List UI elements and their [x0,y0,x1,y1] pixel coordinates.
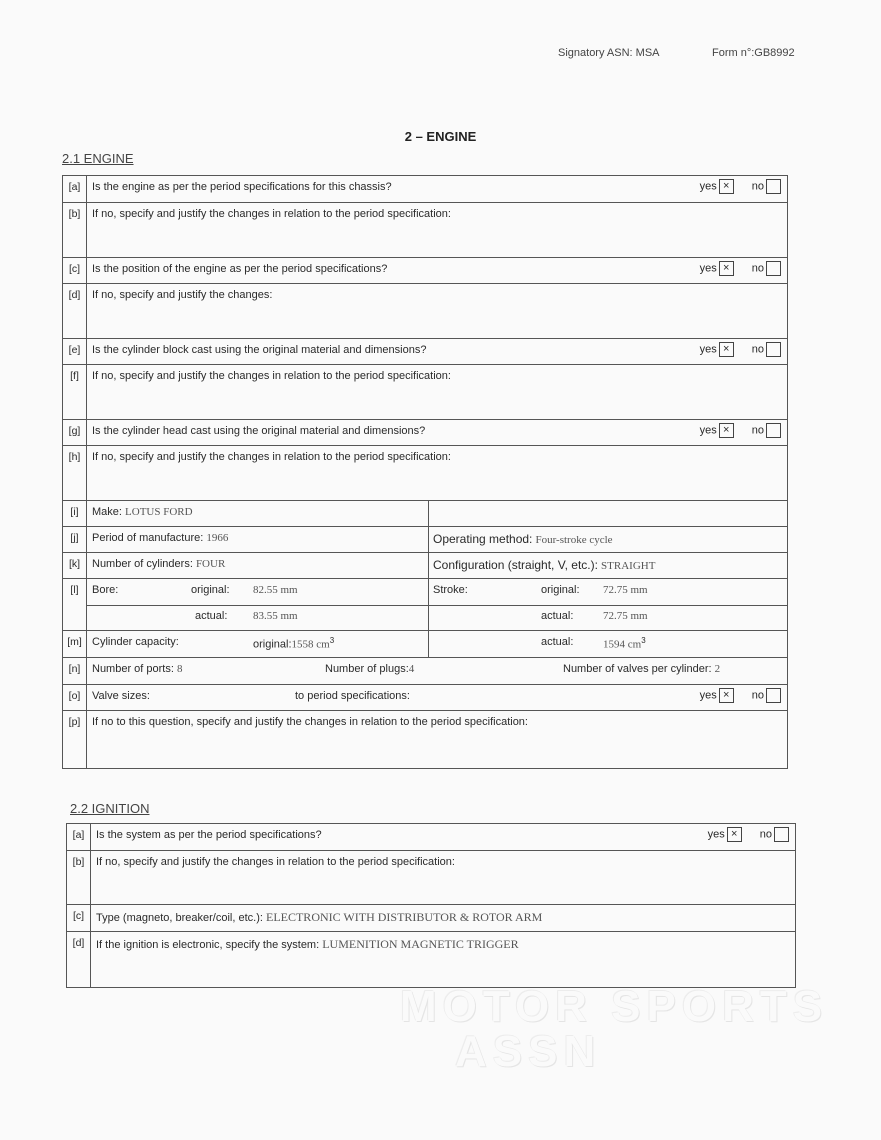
row-label: [a] [67,824,91,850]
unit-superscript: 3 [641,636,646,645]
engine-row-k [63,553,787,579]
yes-no-choice [700,423,781,438]
yes-no-choice [700,261,781,276]
ignition-table [66,823,796,988]
capacity-label: Cylinder capacity: [92,636,179,648]
stroke-actual-label: actual: [541,610,574,622]
engine-row-i [63,501,787,527]
question-text: If no, specify and justify the changes in relation to the period specification: [92,208,451,220]
engine-row-b [63,203,787,258]
row-label: [h] [63,446,87,500]
row-label: [i] [63,501,87,526]
cylinders-label: Number of cylinders: [92,558,193,570]
capacity-original-field [253,636,334,651]
question-text: Is the cylinder block cast using the original material and dimensions? [92,344,427,356]
row-label: [f] [63,365,87,419]
question-text: Is the cylinder head cast using the original material and dimensions? [92,425,426,437]
yes-checkbox[interactable]: × [719,423,734,438]
capacity-actual-field [603,636,646,651]
stroke-original-label: original: [541,584,580,596]
engine-row-l [63,579,787,631]
yes-label: yes [699,180,717,193]
row-label: [d] [67,932,91,987]
yes-label: yes [699,262,717,275]
question-text: If no to this question, specify and justify the changes in relation to the period specification: [92,716,528,728]
ignition-row-a [67,824,795,851]
stroke-original-value: 72.75 mm [603,584,648,596]
question-text: If no, specify and justify the changes in relation to the period specification: [96,856,455,868]
page-title: 2 – ENGINE [404,129,477,144]
engine-row-n [63,658,787,685]
signatory-asn: Signatory ASN: MSA [558,47,660,59]
engine-row-h [63,446,787,501]
operating-method-field [433,532,613,546]
row-label: [b] [67,851,91,904]
yes-checkbox[interactable]: × [719,688,734,703]
make-label: Make: [92,506,122,518]
operating-method-value: Four-stroke cycle [535,534,613,546]
period-field [92,532,228,544]
cylinders-value: FOUR [195,558,226,570]
row-label: [k] [63,553,87,578]
capacity-original-label: original: [253,638,292,651]
engine-row-f [63,365,787,420]
question-text: If no, specify and justify the changes in relation to the period specification: [92,451,451,463]
engine-row-e [63,339,787,365]
plugs-field [325,663,414,675]
yes-label: yes [699,689,717,702]
unit-superscript: 3 [329,636,335,645]
stroke-actual-value: 72.75 mm [603,610,648,622]
ignition-type-field [96,910,542,925]
row-label: [m] [63,631,87,657]
yes-label: yes [707,828,725,841]
bore-original-value: 82.55 mm [253,584,298,596]
no-checkbox[interactable] [766,179,781,194]
valves-label: Number of valves per cylinder: [563,663,712,675]
ignition-type-label: Type (magneto, breaker/coil, etc.): [96,912,263,924]
make-field [92,506,193,518]
bore-label: Bore: [92,584,119,596]
question-text: If no, specify and justify the changes in relation to the period specification: [92,370,451,382]
row-label: [j] [63,527,87,552]
ignition-row-c [67,905,795,932]
row-label: [l] [63,579,87,630]
engine-row-d [63,284,787,339]
no-checkbox[interactable] [774,827,789,842]
engine-row-p [63,711,787,768]
no-label: no [751,424,764,437]
valves-value: 2 [714,663,721,675]
row-label: [a] [63,176,87,202]
row-label: [n] [63,658,87,684]
ignition-system-value: LUMENITION MAGNETIC TRIGGER [322,937,519,951]
section-heading-ignition: 2.2 IGNITION [70,801,150,816]
engine-row-j [63,527,787,553]
row-label: [d] [63,284,87,338]
no-label: no [759,828,772,841]
yes-label: yes [699,343,717,356]
valve-sizes-label: Valve sizes: [92,690,150,702]
question-text: Is the system as per the period specifications? [96,829,322,841]
yes-no-choice [708,827,789,842]
configuration-field [433,558,655,572]
engine-row-g [63,420,787,446]
period-value: 1966 [206,532,229,544]
period-label: Period of manufacture: [92,532,204,544]
row-label: [b] [63,203,87,257]
configuration-value: STRAIGHT [601,560,656,572]
capacity-actual-label: actual: [541,636,574,648]
ignition-system-field [96,937,519,952]
row-label: [o] [63,685,87,710]
section-heading-engine: 2.1 ENGINE [62,151,134,166]
valves-field [563,663,720,675]
row-label: [g] [63,420,87,445]
ignition-row-d [67,932,795,987]
row-label: [c] [63,258,87,283]
engine-row-a [63,176,787,203]
question-text: Is the position of the engine as per the period specifications? [92,263,388,275]
capacity-actual-value: 1594 cm [603,638,642,651]
engine-row-o [63,685,787,711]
yes-label: yes [699,424,717,437]
yes-checkbox[interactable]: × [727,827,742,842]
no-checkbox[interactable] [766,423,781,438]
no-checkbox[interactable] [766,342,781,357]
question-text: If no, specify and justify the changes: [92,289,273,301]
engine-row-c [63,258,787,284]
yes-checkbox[interactable]: × [719,179,734,194]
bore-original-label: original: [191,584,230,596]
yes-checkbox[interactable]: × [719,261,734,276]
valve-period-label: to period specifications: [295,690,410,702]
operating-method-label: Operating method: [433,532,533,546]
no-label: no [751,689,764,702]
stroke-label: Stroke: [433,584,468,596]
ignition-row-b [67,851,795,905]
no-checkbox[interactable] [766,261,781,276]
no-label: no [751,262,764,275]
capacity-original-value: 1558 cm [291,638,330,651]
no-checkbox[interactable] [766,688,781,703]
no-label: no [751,343,764,356]
plugs-value: 4 [408,663,415,675]
ports-label: Number of ports: [92,663,174,675]
bore-actual-value: 83.55 mm [253,610,298,622]
embossed-stamp-line2: ASSN [455,1027,602,1076]
row-label: [c] [67,905,91,931]
no-label: no [751,180,764,193]
question-text: Is the engine as per the period specifications for this chassis? [92,181,392,193]
bore-actual-label: actual: [195,610,228,622]
yes-checkbox[interactable]: × [719,342,734,357]
engine-table [62,175,788,769]
plugs-label: Number of plugs: [325,663,409,675]
ports-field [92,663,182,675]
yes-no-choice [700,342,781,357]
row-label: [p] [63,711,87,768]
cylinders-field [92,558,225,570]
engine-row-m [63,631,787,658]
form-number: Form n°:GB8992 [712,47,795,59]
yes-no-choice [700,179,781,194]
yes-no-choice [700,688,781,703]
embossed-stamp: MOTOR SPORTS [400,982,829,1031]
configuration-label: Configuration (straight, V, etc.): [433,558,598,572]
ignition-type-value: ELECTRONIC WITH DISTRIBUTOR & ROTOR ARM [265,910,543,924]
row-label: [e] [63,339,87,364]
ports-value: 8 [176,663,183,675]
ignition-system-label: If the ignition is electronic, specify the system: [96,939,320,951]
make-value: LOTUS FORD [125,506,193,518]
